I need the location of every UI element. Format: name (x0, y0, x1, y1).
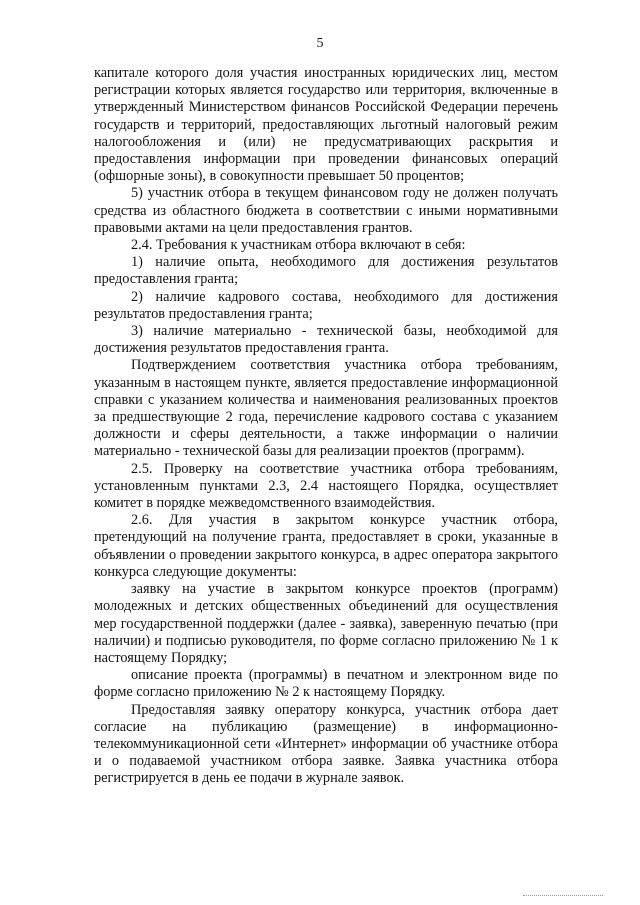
document-body (94, 65, 558, 788)
scan-mark (523, 895, 603, 899)
list-item: 3) наличие материально - технической базы, необходимой для достижения результатов предоставления гранта. (94, 323, 558, 357)
paragraph: 2.6. Для участия в закрытом конкурсе участник отбора, претендующий на получение гранта, предоставляет в сроки, указанные в объявлении о проведении закрытого конкурса, в адрес оператора закрытого конкурса следующие документы: (94, 512, 558, 580)
paragraph: Предоставляя заявку оператору конкурса, участник отбора дает согласие на публикацию (размещение) в информационно-телекоммуникационной сети «Интернет» информации об участнике отбора и о подаваемой участником отбора заявке. Заявка участника отбора регистрируется в день ее подачи в журнале заявок. (94, 701, 558, 787)
page-number: 5 (316, 36, 324, 51)
paragraph: 2.5. Проверку на соответствие участника отбора требованиям, установленным пунктами 2.3, 2.4 настоящего Порядка, осуществляет комитет в порядке межведомственного взаимодействия. (94, 460, 558, 512)
paragraph: 5) участник отбора в текущем финансовом году не должен получать средства из областного бюджета в соответствии с иными нормативными правовыми актами на цели предоставления грантов. (94, 185, 558, 236)
list-item: описание проекта (программы) в печатном и электронном виде по форме согласно приложению № 2 к настоящему Порядку. (94, 667, 558, 701)
paragraph: Подтверждением соответствия участника отбора требованиям, указанным в настоящем пункте, является предоставление информационной справки с указанием количества и наименования реализованных проектов за предшествующие 2 года, перечисление кадрового состава с указанием должности и сферы деятельности, а также информации о наличии материально - технической базы для реализации проектов (программ). (94, 357, 558, 460)
list-item: 2) наличие кадрового состава, необходимого для достижения результатов предоставления гранта; (94, 288, 558, 322)
section-heading: 2.4. Требования к участникам отбора включают в себя: (131, 237, 466, 254)
paragraph: капитале которого доля участия иностранных юридических лиц, местом регистрации которых является государство или территория, включенные в утвержденный Министерством финансов Российской Федерации перечень государств и территорий, предоставляющих льготный налоговый режим налогообложения и (или) не предусматривающих раскрытия и предоставления информации при проведении финансовых операций (офшорные зоны), в совокупности превышает 50 процентов; (94, 65, 558, 185)
list-item: 1) наличие опыта, необходимого для достижения результатов предоставления гранта; (94, 254, 558, 288)
list-item: заявку на участие в закрытом конкурсе проектов (программ) молодежных и детских общественных объединений для осуществления мер государственной поддержки (далее - заявка), заверенную печатью (при наличии) и подписью руководителя, по форме согласно приложению № 1 к настоящему Порядку; (94, 581, 558, 666)
